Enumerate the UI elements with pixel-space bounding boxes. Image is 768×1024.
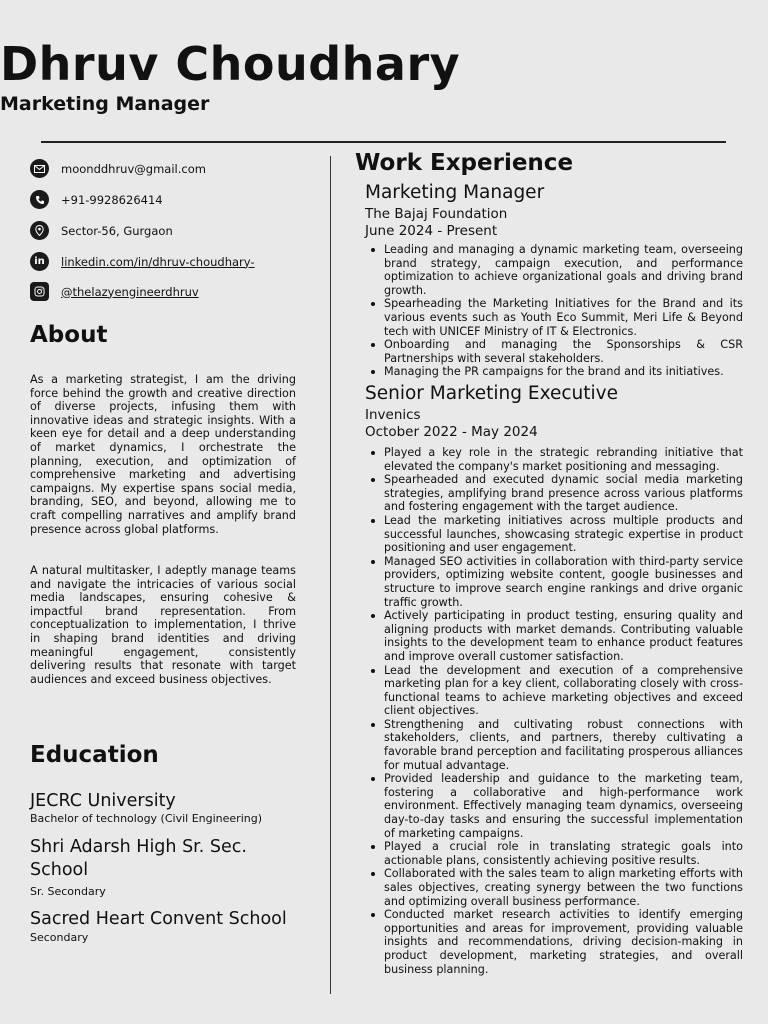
- job-bullet: Spearheaded and executed dynamic social media marketing strategies, amplifying brand presence across various platforms and fostering engagement with the target audience.: [384, 473, 743, 514]
- education-school-3: Sacred Heart Convent School: [30, 909, 287, 929]
- contact-phone: [30, 190, 163, 209]
- phone-icon: [30, 190, 49, 209]
- contact-phone-text: +91-9928626414: [61, 192, 163, 207]
- education-detail-1: Bachelor of technology (Civil Engineering): [30, 812, 262, 825]
- job-dates-2: October 2022 - May 2024: [365, 424, 538, 440]
- job-dates-1: June 2024 - Present: [365, 223, 498, 239]
- contact-location: [30, 221, 173, 240]
- job-bullet: Strengthening and cultivating robust connections with stakeholders, clients, and partners, thereby cultivating a favorable brand perception and facilitating prosperous alliances for mutual advantage.: [384, 717, 743, 772]
- linkedin-link[interactable]: linkedin.com/in/dhruv-choudhary-: [61, 254, 255, 269]
- job-bullet: Managed SEO activities in collaboration with third-party service providers, optimizing website content, google businesses and structure to improve search engine rankings and drive organic traffic growth.: [384, 554, 743, 609]
- education-school-1: JECRC University: [30, 791, 176, 811]
- resume-name: Dhruv Choudhary: [0, 37, 461, 91]
- job-bullet: Actively participating in product testing, ensuring quality and aligning products with market demands. Contributing valuable insights to the development team to enhance product features and improve overall customer satisfaction.: [384, 609, 743, 663]
- job-bullet: Spearheading the Marketing Initiatives for the Brand and its various events such as Youth Eco Summit, Meri Life & Beyond tech with UNICEF Ministry of IT & Electronics.: [384, 297, 743, 338]
- job-bullet: Onboarding and managing the Sponsorships & CSR Partnerships with several stakeholders.: [384, 338, 743, 365]
- column-divider: [330, 156, 331, 994]
- job-bullets-1: [365, 243, 743, 379]
- contact-email: [30, 159, 206, 178]
- linkedin-icon: in: [30, 252, 49, 271]
- job-bullet: Played a crucial role in translating strategic goals into actionable plans, consistently achieving positive results.: [384, 840, 743, 867]
- job-title-2: Senior Marketing Executive: [365, 383, 618, 404]
- header-divider: [41, 141, 726, 143]
- instagram-link[interactable]: @thelazyengineerdhruv: [61, 284, 199, 299]
- contact-location-text: Sector-56, Gurgaon: [61, 223, 173, 238]
- job-bullet: Managing the PR campaigns for the brand and its initiatives.: [384, 365, 743, 379]
- work-experience-heading: Work Experience: [355, 150, 574, 176]
- job-company-2: Invenics: [365, 407, 421, 423]
- about-paragraph-2: A natural multitasker, I adeptly manage teams and navigate the intricacies of various social media landscapes, ensuring cohesive & impactful brand representation. From conceptualization to implementation, I thrive in shaping brand identities and driving meaningful engagement, consistently delivering results that resonate with target audiences and exceed business objectives.: [30, 564, 296, 686]
- job-bullet: Collaborated with the sales team to align marketing efforts with sales objectives, creating synergy between the two functions and optimizing overall business performance.: [384, 867, 743, 908]
- mail-icon: [30, 159, 49, 178]
- job-bullet: Leading and managing a dynamic marketing team, overseeing brand strategy, campaign execution, and performance optimization to achieve organizational goals and driving brand growth.: [384, 243, 743, 297]
- education-school-2: Shri Adarsh High Sr. Sec. School: [30, 837, 247, 880]
- contact-email-text[interactable]: moonddhruv@gmail.com: [61, 161, 206, 176]
- job-bullet: Provided leadership and guidance to the marketing team, fostering a collaborative and high-performance work environment. Effectively managing team dynamics, overseeing day-to-day tasks and ensuring the successful implementation of marketing campaigns.: [384, 772, 743, 840]
- contact-linkedin: [30, 252, 255, 271]
- job-bullet: Played a key role in the strategic rebranding initiative that elevated the company's market positioning and messaging.: [384, 446, 743, 473]
- contact-instagram: [30, 282, 199, 301]
- job-bullet: Conducted market research activities to identify emerging opportunities and areas for improvement, providing valuable insights and recommendations, driving decision-making in product development, marketing strategies, and overall business planning.: [384, 908, 743, 976]
- education-detail-3: Secondary: [30, 931, 89, 944]
- job-bullets-2: [365, 446, 743, 976]
- about-heading: About: [30, 322, 108, 348]
- instagram-icon: [30, 282, 49, 301]
- education-heading: Education: [30, 742, 159, 768]
- job-bullet: Lead the development and execution of a comprehensive marketing plan for a key client, collaborating closely with cross-functional teams to achieve marketing objectives and exceed client objectives.: [384, 663, 743, 718]
- job-company-1: The Bajaj Foundation: [365, 206, 508, 222]
- about-paragraph-1: As a marketing strategist, I am the driving force behind the growth and creative direction of diverse projects, infusing them with innovative ideas and strategic insights. With a keen eye for detail and a deep understanding of market dynamics, I orchestrate the planning, execution, and optimization of comprehensive marketing and advertising campaigns. My expertise spans social media, branding, SEO, and beyond, allowing me to craft compelling narratives and amplify brand presence across global platforms.: [30, 373, 296, 536]
- job-title-1: Marketing Manager: [365, 182, 545, 203]
- job-bullet: Lead the marketing initiatives across multiple products and successful launches, showcasing strategic expertise in product positioning and user engagement.: [384, 513, 743, 555]
- resume-role: Marketing Manager: [0, 93, 210, 115]
- education-detail-2: Sr. Secondary: [30, 885, 106, 898]
- location-icon: [30, 221, 49, 240]
